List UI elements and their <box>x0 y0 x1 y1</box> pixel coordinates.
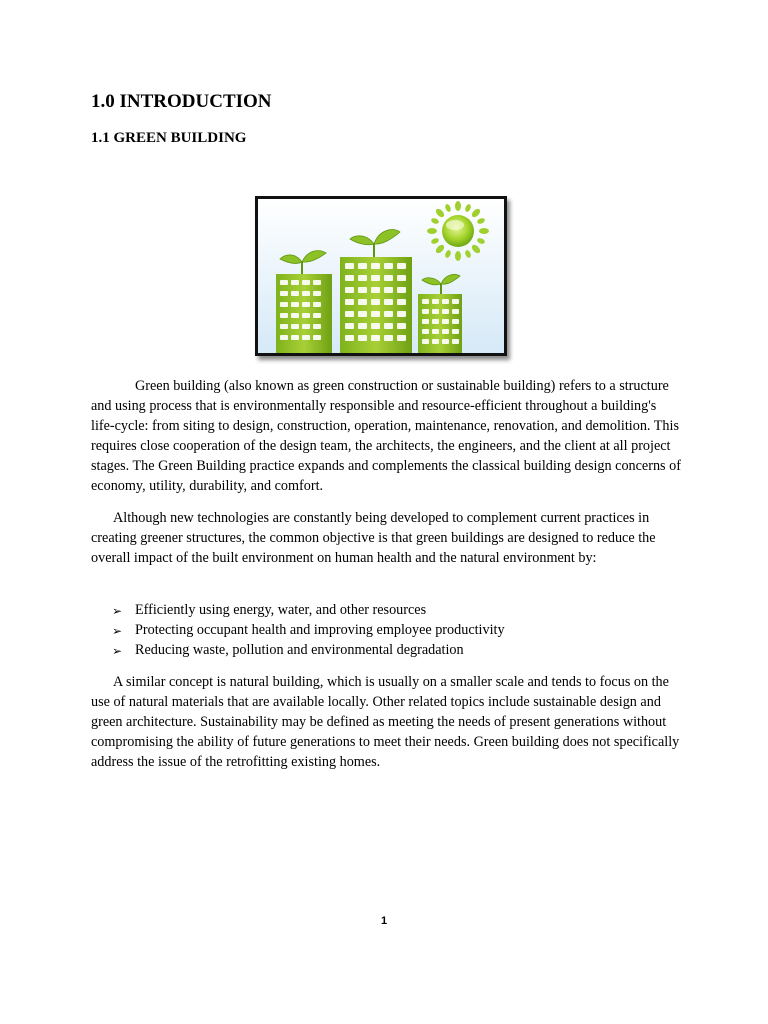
bullet-item <box>112 640 505 660</box>
arrow-bullet-icon: ➢ <box>112 604 123 618</box>
section-heading: 1.0 INTRODUCTION <box>91 91 272 112</box>
arrow-bullet-icon: ➢ <box>112 644 123 658</box>
bullet-item <box>112 620 505 640</box>
paragraph-natural-building: A similar concept is natural building, which is usually on a smaller scale and tends to focus on the use of natural materials that are available locally. Other related topics include sustainable design and green architecture. Sustainability may be defined as meeting the needs of present generations without compromising the ability of future generations to meet their needs. Green building does not specifically address the issue of the retrofitting existing homes. <box>91 674 680 770</box>
paragraph-green-building-definition: Green building (also known as green construction or sustainable building) refers to a structure and using process that is environmentally responsible and resource-efficient throughout a building's life-cycle: from siting to design, construction, operation, maintenance, renovation, and demolition. This requires close cooperation of the design team, the architects, the engineers, and the client at all project stages. The Green Building practice expands and complements the classical building design concerns of economy, utility, durability, and comfort. <box>91 378 681 494</box>
bullet-list <box>112 600 505 660</box>
bullet-text: Reducing waste, pollution and environmental degradation <box>135 642 464 658</box>
green-building-illustration <box>255 196 507 356</box>
bullet-item <box>112 600 505 620</box>
paragraph-objective: Although new technologies are constantly being developed to complement current practices in creating greener structures, the common objective is that green buildings are designed to reduce the overall impact of the built environment on human health and the natural environment by: <box>91 510 656 566</box>
subsection-heading: 1.1 GREEN BUILDING <box>91 130 247 146</box>
sun-icon <box>427 201 489 261</box>
green-buildings-icon <box>258 199 504 353</box>
page-number: 1 <box>380 915 388 927</box>
arrow-bullet-icon: ➢ <box>112 624 123 638</box>
bullet-text: Efficiently using energy, water, and other resources <box>135 602 427 618</box>
bullet-text: Protecting occupant health and improving employee productivity <box>135 622 505 638</box>
